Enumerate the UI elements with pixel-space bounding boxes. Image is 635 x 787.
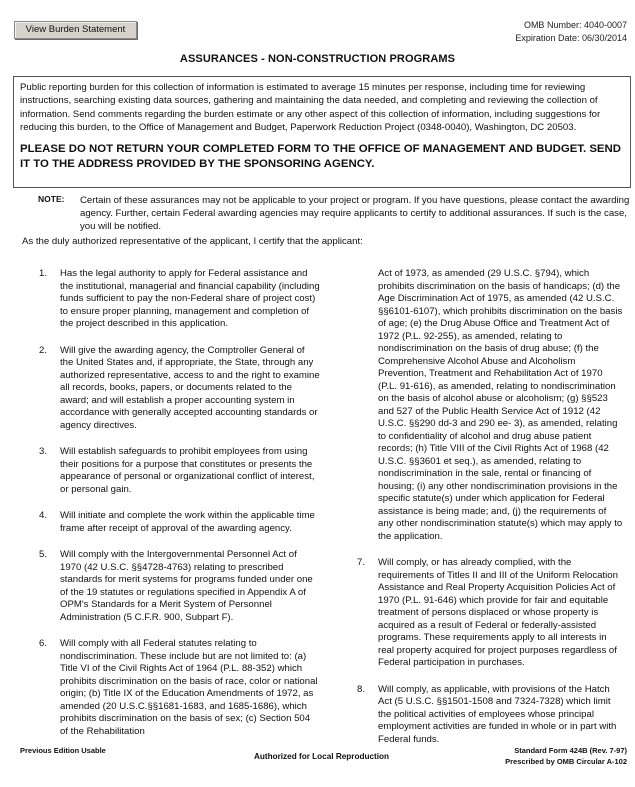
burden-statement-box xyxy=(13,76,631,188)
assurances-right-column xyxy=(357,268,623,760)
assurance-text: Will initiate and complete the work within the applicable time frame after receipt of approval of the awarding agency. xyxy=(60,510,315,534)
note-label: NOTE: xyxy=(38,194,65,204)
prescribed-by: Prescribed by OMB Circular A-102 xyxy=(505,756,627,766)
authorized-reproduction-label: Authorized for Local Reproduction xyxy=(253,752,390,761)
assurance-item-6-continued: Act of 1973, as amended (29 U.S.C. §794), which prohibits discrimination on the basis of handicaps; (d) the Age Discrimination Act of 1975, as amended (42 U.S.C. §§6101-6107), which prohibits discrimination on the basis of age; (e) the Drug Abuse Office and Treatment Act of 1972 (P.L. 92-255), as amended, relating to nondiscrimination on the basis of drug abuse; (f) the Comprehensive Alcohol Abuse and Alcoholism Prevention, Treatment and Rehabilitation Act of 1970 (P.L. 91-616), as amended, relating to nondiscrimination on the basis of alcohol abuse or alcoholism; (g) §§523 and 527 of the Public Health Service Act of 1912 (42 U.S.C. §§290 dd-3 and 290 ee- 3), as amended, relating to confidentiality of alcohol and drug abuse patient records; (h) Title VIII of the Civil Rights Act of 1968 (42 U.S.C. §§3601 et seq.), as amended, relating to nondiscrimination in the sale, rental or financing of housing; (i) any other nondiscrimination provisions in the specific statute(s) under which application for Federal assistance is being made; and, (j) the requirements of any other nondiscrimination statute(s) which may apply to the application. xyxy=(378,268,623,542)
assurance-item-4 xyxy=(39,510,320,535)
standard-form-number: Standard Form 424B (Rev. 7-97) xyxy=(514,746,627,755)
assurance-number: 1. xyxy=(39,268,48,279)
assurance-text: Will comply with the Intergovernmental Personnel Act of 1970 (42 U.S.C. §§4728-4763) relating to prescribed standards for merit systems for programs funded under one of the 19 statutes or regulations specified in Appendix A of OPM's Standards for a Merit System of Personnel Administration (5 C.F.R. 900, Subpart F). xyxy=(60,549,313,623)
assurance-item-2 xyxy=(39,344,320,433)
assurance-text: Will comply, or has already complied, with the requirements of Titles II and III of the Uniform Relocation Assistance and Real Property Acquisition Policies Act of 1970 (P.L. 91-646) which provide for fair and equitable treatment of persons displaced or whose property is acquired as a result of Federal or federally-assisted programs. These requirements apply to all interests in real property acquired for project purposes regardless of Federal participation in purchases. xyxy=(378,557,618,668)
assurance-number: 3. xyxy=(39,446,48,457)
certification-statement: As the duly authorized representative of the applicant, I certify that the applicant: xyxy=(22,236,363,247)
assurance-item-5 xyxy=(39,549,320,624)
form-identifier xyxy=(505,746,627,767)
assurance-number: 4. xyxy=(39,510,48,521)
assurance-item-7 xyxy=(357,557,623,670)
note-section xyxy=(38,194,630,233)
assurance-item-6 xyxy=(39,638,320,738)
assurance-number: 2. xyxy=(39,344,48,356)
do-not-return-warning: PLEASE DO NOT RETURN YOUR COMPLETED FORM TO THE OFFICE OF MANAGEMENT AND BUDGET. SEND IT TO THE ADDRESS PROVIDED BY THE SPONSORING AGENCY. xyxy=(20,143,621,171)
assurance-number: 8. xyxy=(357,683,366,695)
assurance-text: Will give the awarding agency, the Comptroller General of the United States and, if appropriate, the State, through any authorized representative, access to and the right to examine all records, books, papers, or documents related to the award; and will establish a proper accounting system in accordance with generally accepted accounting standards or agency directives. xyxy=(60,344,320,431)
assurance-text: Has the legal authority to apply for Federal assistance and the institutional, managerial and financial capability (including funds sufficient to pay the non-Federal share of project cost) to ensure proper planning, management and completion of the project described in this application. xyxy=(60,268,320,329)
view-burden-statement-button[interactable]: View Burden Statement xyxy=(14,21,137,39)
assurance-text: Will comply, as applicable, with provisions of the Hatch Act (5 U.S.C. §§1501-1508 and 7324-7328) which limit the political activities of employees whose principal employment activities are funded in whole or in part with Federal funds. xyxy=(378,683,617,745)
expiration-date: Expiration Date: 06/30/2014 xyxy=(515,33,627,43)
omb-number: OMB Number: 4040-0007 xyxy=(523,20,627,30)
assurance-text: Will establish safeguards to prohibit employees from using their positions for a purpose that constitutes or presents the appearance of personal or organizational conflict of interest, or personal gain. xyxy=(60,446,315,495)
assurance-item-3 xyxy=(39,446,320,496)
assurance-text: Will comply with all Federal statutes relating to nondiscrimination. These include but are not limited to: (a) Title VI of the Civil Rights Act of 1964 (P.L. 88-352) which prohibits discrimination on the basis of race, color or national origin; (b) Title IX of the Education Amendments of 1972, as amended (20 U.S.C.§§1681-1683, and 1685-1686), which prohibits discrimination on the basis of sex; (c) Section 504 of the Rehabilitation xyxy=(60,638,318,737)
assurance-number: 6. xyxy=(39,638,48,649)
form-title: ASSURANCES - NON-CONSTRUCTION PROGRAMS xyxy=(179,53,456,65)
previous-edition-label: Previous Edition Usable xyxy=(20,746,106,755)
note-text: Certain of these assurances may not be applicable to your project or program. If you have questions, please contact the awarding agency. Further, certain Federal awarding agencies may require applicants to certify to additional assurances. If such is the case, you will be notified. xyxy=(80,195,630,232)
omb-info xyxy=(515,19,627,45)
assurance-number: 5. xyxy=(39,549,48,560)
assurance-item-1 xyxy=(39,268,320,331)
assurance-number: 7. xyxy=(357,557,366,568)
burden-statement-text: Public reporting burden for this collection of information is estimated to average 15 minutes per response, including time for reviewing instructions, searching existing data sources, gathering and maintaining the data needed, and completing and reviewing the collection of information. Send comments regarding the burden estimate or any other aspect of this collection of information, including suggestions for reducing this burden, to the Office of Management and Budget, Paperwork Reduction Project (0348-0040), Washington, DC 20503. xyxy=(20,82,601,133)
assurance-item-8 xyxy=(357,683,623,747)
